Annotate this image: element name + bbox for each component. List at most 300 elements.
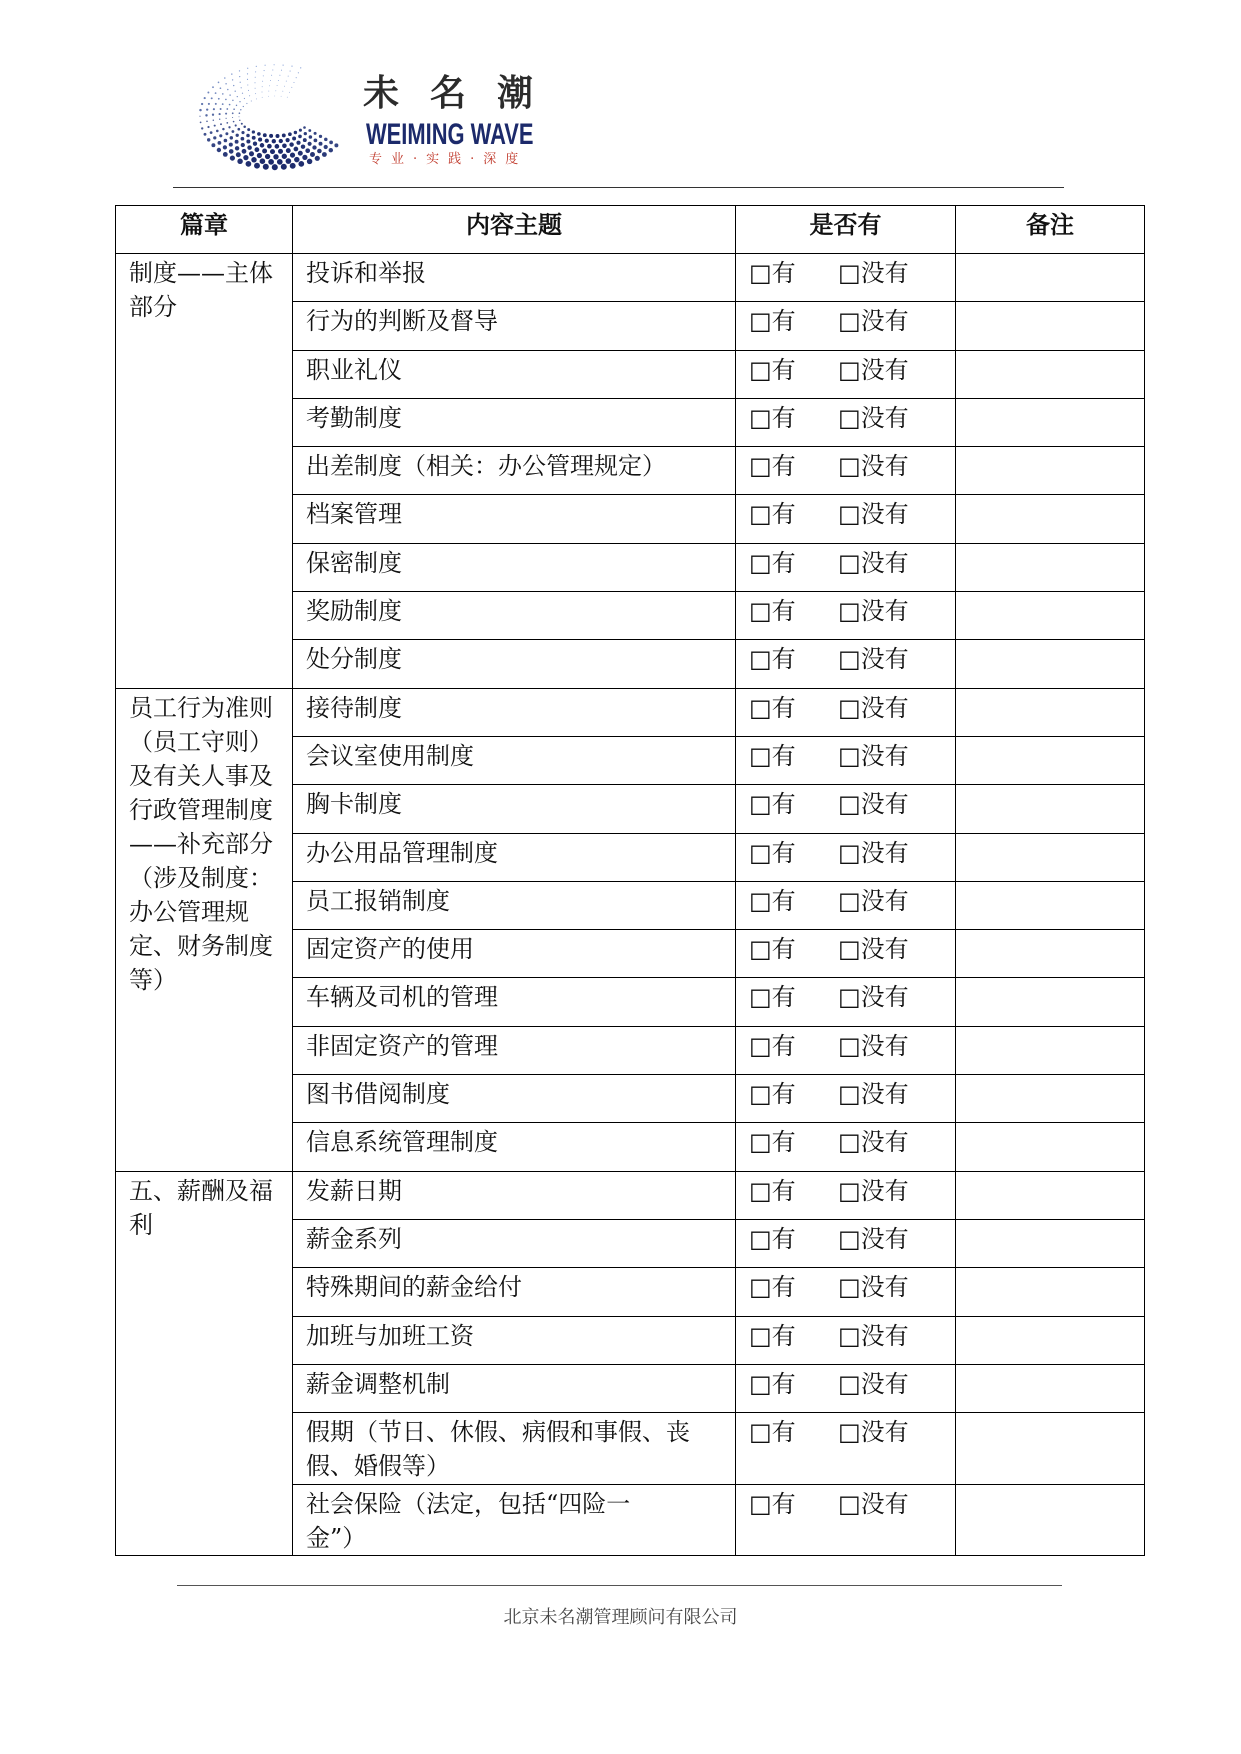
option-no-checkbox: □没有 — [838, 500, 909, 529]
logo-dot — [286, 138, 290, 142]
logo-dot — [205, 114, 207, 116]
logo-dot — [255, 147, 260, 152]
logo-dot — [222, 128, 224, 130]
topic-label: 奖励制度 — [306, 597, 402, 626]
option-yes-checkbox: □有 — [749, 307, 796, 336]
logo-dot — [286, 81, 287, 82]
logo-dot — [272, 139, 276, 143]
topic-label: 档案管理 — [306, 500, 402, 529]
logo-dot — [232, 100, 233, 101]
topic-label: 薪金系列 — [306, 1224, 402, 1253]
topic-cell — [293, 1484, 736, 1556]
logo-dot — [231, 73, 232, 74]
logo-dot — [231, 130, 234, 133]
logo-dot — [281, 70, 282, 71]
remarks-cell — [956, 1484, 1145, 1556]
logo-dot — [199, 116, 200, 117]
topic-label: 员工报销制度 — [306, 886, 450, 915]
topic-label: 非固定资产的管理 — [306, 1031, 498, 1060]
logo-dot — [272, 69, 273, 70]
logo-dot — [233, 121, 235, 123]
logo-dot — [256, 66, 257, 67]
remarks-cell — [956, 1364, 1145, 1412]
topic-cell — [293, 302, 736, 350]
logo-english-name: WEIMING WAVE — [366, 118, 534, 151]
logo-dot — [277, 159, 283, 165]
logo-dot — [329, 141, 333, 145]
option-yes-checkbox: □有 — [749, 548, 796, 577]
presence-cell — [736, 930, 956, 978]
header-divider — [173, 187, 1064, 188]
option-no-checkbox: □没有 — [838, 1321, 909, 1350]
wave-swirl-icon — [193, 62, 353, 174]
logo-dot — [262, 86, 263, 87]
logo-dot — [217, 148, 221, 152]
logo-dot — [279, 75, 280, 76]
option-yes-checkbox: □有 — [749, 1273, 796, 1302]
option-yes-checkbox: □有 — [749, 1489, 796, 1518]
logo-dot — [229, 143, 233, 147]
logo-dot — [291, 66, 292, 67]
topic-label: 处分制度 — [306, 645, 402, 674]
logo-dot — [237, 96, 238, 97]
topic-cell — [293, 1075, 736, 1123]
logo-dot — [200, 122, 202, 124]
logo-dot — [237, 159, 242, 164]
logo-dot — [233, 85, 234, 86]
logo-dot — [312, 145, 316, 149]
logo-dot — [247, 68, 248, 69]
logo-dot — [247, 128, 250, 131]
remarks-cell — [956, 1171, 1145, 1219]
logo-dot — [284, 86, 285, 87]
logo-dot — [269, 134, 273, 138]
logo-dot — [269, 85, 270, 86]
option-yes-checkbox: □有 — [749, 355, 796, 384]
topic-label: 接待制度 — [306, 693, 402, 722]
logo-dot — [225, 113, 227, 115]
topic-cell — [293, 398, 736, 446]
logo-dot — [298, 135, 302, 139]
column-header-chapter: 篇章 — [116, 206, 293, 254]
logo-dot — [282, 133, 286, 137]
logo-dot — [236, 134, 239, 137]
remarks-cell — [956, 350, 1145, 398]
logo-dot — [222, 103, 224, 105]
option-no-checkbox: □没有 — [838, 1418, 909, 1447]
logo-dot — [275, 90, 276, 91]
checklist-table — [115, 205, 1145, 1556]
logo-dot — [274, 96, 275, 97]
presence-cell — [736, 1316, 956, 1364]
logo-dot — [314, 132, 317, 135]
remarks-cell — [956, 254, 1145, 302]
logo-dot — [241, 137, 245, 141]
option-no-checkbox: □没有 — [838, 1176, 909, 1205]
logo-dot — [291, 87, 292, 88]
logo-dot — [224, 77, 226, 79]
logo-dot — [270, 149, 275, 154]
presence-cell — [736, 398, 956, 446]
logo-dot — [299, 129, 302, 132]
topic-label: 出差制度（相关：办公管理规定） — [306, 452, 666, 481]
logo-dot — [239, 112, 241, 114]
logo-dot — [212, 114, 214, 116]
logo-dot — [287, 97, 288, 98]
logo-dot — [277, 85, 278, 86]
topic-cell — [293, 1364, 736, 1412]
logo-dot — [236, 152, 241, 157]
presence-cell — [736, 1413, 956, 1485]
presence-cell — [736, 833, 956, 881]
remarks-cell — [956, 640, 1145, 688]
logo-dot — [199, 109, 201, 111]
logo-dot — [298, 151, 303, 156]
logo-dot — [309, 135, 313, 139]
logo-dot — [247, 73, 248, 74]
logo-dot — [304, 132, 307, 135]
logo-dot — [218, 98, 220, 100]
option-yes-checkbox: □有 — [749, 452, 796, 481]
logo-dot — [215, 92, 217, 94]
table-row — [116, 1171, 1145, 1219]
logo-dot — [252, 130, 255, 133]
logo-dot — [213, 136, 216, 139]
topic-cell — [293, 688, 736, 736]
option-yes-checkbox: □有 — [749, 597, 796, 626]
logo-dot — [247, 79, 248, 80]
logo-dot — [324, 145, 328, 149]
logo-dot — [298, 72, 299, 73]
topic-label: 固定资产的使用 — [306, 935, 474, 964]
logo-dot — [244, 98, 245, 99]
logo-dot — [288, 76, 289, 77]
logo-dot — [262, 92, 263, 93]
logo-dot — [220, 87, 222, 89]
option-no-checkbox: □没有 — [838, 403, 909, 432]
logo-dot — [206, 108, 208, 110]
topic-label: 考勤制度 — [306, 403, 402, 432]
option-no-checkbox: □没有 — [838, 693, 909, 722]
topic-cell — [293, 785, 736, 833]
logo-dot — [235, 146, 239, 150]
logo-dot — [242, 93, 243, 94]
option-yes-checkbox: □有 — [749, 935, 796, 964]
remarks-cell — [956, 833, 1145, 881]
logo-dot — [239, 116, 240, 117]
option-no-checkbox: □没有 — [838, 1273, 909, 1302]
logo-dot — [324, 138, 328, 142]
logo-dot — [281, 96, 282, 97]
topic-label: 图书借阅制度 — [306, 1080, 450, 1109]
logo-dot — [308, 142, 312, 146]
option-yes-checkbox: □有 — [749, 1176, 796, 1205]
logo-dot — [301, 144, 305, 148]
remarks-cell — [956, 785, 1145, 833]
logo-dot — [279, 139, 283, 143]
remarks-cell — [956, 1219, 1145, 1267]
topic-label: 加班与加班工资 — [306, 1321, 474, 1350]
presence-cell — [736, 350, 956, 398]
logo-dot — [254, 163, 260, 169]
logo-dot — [207, 138, 210, 141]
logo-dot — [272, 164, 278, 170]
option-yes-checkbox: □有 — [749, 838, 796, 867]
logo-dot — [252, 136, 256, 140]
logo-dot — [240, 82, 241, 83]
logo-dot — [219, 119, 220, 120]
remarks-cell — [956, 592, 1145, 640]
remarks-cell — [956, 1268, 1145, 1316]
topic-cell — [293, 1123, 736, 1171]
presence-cell — [736, 1123, 956, 1171]
logo-dot — [208, 103, 210, 105]
presence-cell — [736, 254, 956, 302]
topic-label: 保密制度 — [306, 548, 402, 577]
topic-label: 行为的判断及督导 — [306, 307, 498, 336]
presence-cell — [736, 302, 956, 350]
logo-dot — [278, 149, 283, 154]
topic-cell — [293, 930, 736, 978]
logo-dot — [239, 120, 240, 121]
chapter-label: 五、薪酬及福利 — [129, 1176, 273, 1239]
remarks-cell — [956, 398, 1145, 446]
option-yes-checkbox: □有 — [749, 983, 796, 1012]
option-yes-checkbox: □有 — [749, 1224, 796, 1253]
logo-dot — [223, 145, 227, 149]
logo-dot — [319, 142, 323, 146]
remarks-cell — [956, 543, 1145, 591]
logo-dot — [262, 81, 263, 82]
presence-cell — [736, 1364, 956, 1412]
logo-dot — [271, 75, 272, 76]
table-header-row — [116, 206, 1145, 254]
topic-cell — [293, 447, 736, 495]
logo-dot — [213, 119, 214, 120]
topic-cell — [293, 1026, 736, 1074]
option-no-checkbox: □没有 — [838, 886, 909, 915]
logo-dot — [235, 91, 236, 92]
option-yes-checkbox: □有 — [749, 1031, 796, 1060]
logo-dot — [224, 139, 228, 143]
topic-cell — [293, 543, 736, 591]
topic-label: 胸卡制度 — [306, 790, 402, 819]
footer-company-name: 北京未名潮管理顾问有限公司 — [503, 1607, 738, 1628]
remarks-cell — [956, 302, 1145, 350]
logo-dot — [296, 77, 297, 78]
logo-dot — [263, 164, 269, 170]
logo-dot — [298, 161, 304, 167]
presence-cell — [736, 1484, 956, 1556]
logo-dot — [276, 134, 280, 138]
topic-label: 信息系统管理制度 — [306, 1128, 498, 1157]
logo-dot — [255, 88, 256, 89]
logo-dot — [322, 152, 327, 157]
logo-dot — [300, 67, 301, 68]
option-no-checkbox: □没有 — [838, 1080, 909, 1109]
logo-dot — [246, 161, 252, 167]
table-row — [116, 688, 1145, 736]
column-header-topic: 内容主题 — [293, 206, 736, 254]
topic-label: 会议室使用制度 — [306, 741, 474, 770]
topic-cell — [293, 640, 736, 688]
topic-label: 社会保险（法定，包括“四险一金”） — [306, 1489, 631, 1552]
logo-dot — [305, 148, 310, 153]
topic-cell — [293, 495, 736, 543]
option-no-checkbox: □没有 — [838, 452, 909, 481]
footer-divider — [177, 1585, 1062, 1586]
logo-dot — [211, 97, 213, 99]
topic-cell — [293, 736, 736, 784]
presence-cell — [736, 640, 956, 688]
remarks-cell — [956, 1316, 1145, 1364]
logo-dot — [219, 113, 221, 115]
logo-dot — [240, 109, 241, 110]
logo-dot — [213, 108, 215, 110]
topic-label: 车辆及司机的管理 — [306, 983, 498, 1012]
logo-dot — [207, 126, 209, 128]
topic-cell — [293, 1413, 736, 1485]
logo-dot — [216, 130, 219, 133]
option-yes-checkbox: □有 — [749, 886, 796, 915]
logo-dot — [319, 135, 322, 138]
logo-dot — [248, 90, 249, 91]
logo-dot — [241, 123, 243, 125]
remarks-cell — [956, 688, 1145, 736]
presence-cell — [736, 592, 956, 640]
logo-dot — [282, 144, 287, 149]
logo-dot — [314, 139, 318, 143]
option-yes-checkbox: □有 — [749, 1080, 796, 1109]
topic-cell — [293, 592, 736, 640]
presence-cell — [736, 1219, 956, 1267]
logo-dot — [289, 142, 293, 146]
option-no-checkbox: □没有 — [838, 983, 909, 1012]
logo-dot — [268, 159, 274, 165]
logo-dot — [212, 86, 214, 88]
option-no-checkbox: □没有 — [838, 790, 909, 819]
logo-dot — [237, 128, 240, 131]
topic-label: 职业礼仪 — [306, 355, 402, 384]
column-header-presence: 是否有 — [736, 206, 956, 254]
logo-dot — [262, 97, 263, 98]
remarks-cell — [956, 978, 1145, 1026]
logo-dot — [294, 147, 299, 152]
logo-dot — [329, 148, 333, 152]
option-no-checkbox: □没有 — [838, 307, 909, 336]
logo-dot — [315, 156, 320, 161]
logo-chinese-name: 未名潮 — [363, 73, 565, 114]
logo-dot — [253, 142, 257, 146]
logo-dot — [290, 153, 295, 158]
logo-dot — [274, 64, 275, 65]
logo-dot — [226, 118, 227, 119]
presence-cell — [736, 785, 956, 833]
logo-dot — [236, 105, 237, 106]
logo-dot — [201, 103, 203, 105]
option-yes-checkbox: □有 — [749, 1418, 796, 1447]
topic-label: 特殊期间的薪金给付 — [306, 1273, 522, 1302]
topic-label: 假期（节日、休假、病假和事假、丧假、婚假等） — [306, 1418, 690, 1481]
logo-dot — [243, 126, 246, 129]
logo-dot — [251, 100, 252, 101]
logo-dot — [225, 83, 227, 85]
logo-dot — [288, 132, 292, 136]
logo-dot — [262, 149, 267, 154]
logo-dot — [247, 84, 248, 85]
logo-dot — [247, 145, 252, 150]
logo-dot — [303, 138, 307, 142]
logo-dot — [334, 143, 338, 147]
topic-cell — [293, 1316, 736, 1364]
logo-dot — [228, 126, 230, 128]
option-yes-checkbox: □有 — [749, 1369, 796, 1398]
chapter-cell — [116, 1171, 293, 1556]
logo-dot — [214, 125, 216, 127]
logo-dot — [225, 132, 228, 135]
logo-dot — [232, 79, 233, 80]
option-yes-checkbox: □有 — [749, 1321, 796, 1350]
chapter-label: 制度——主体部分 — [129, 259, 273, 321]
logo-dot — [233, 108, 235, 110]
chapter-cell — [116, 688, 293, 1171]
logo-dot — [218, 82, 220, 84]
logo-dot — [246, 134, 250, 138]
option-no-checkbox: □没有 — [838, 355, 909, 384]
logo-dot — [243, 106, 244, 107]
logo-dot — [249, 151, 254, 156]
presence-cell — [736, 1268, 956, 1316]
logo-dot — [239, 76, 240, 77]
logo-dot — [249, 95, 250, 96]
presence-cell — [736, 1171, 956, 1219]
topic-label: 投诉和举报 — [306, 259, 426, 287]
logo-dot — [246, 103, 247, 104]
logo-dot — [282, 91, 283, 92]
logo-dot — [265, 154, 270, 159]
logo-dot — [281, 164, 287, 170]
logo-dot — [282, 154, 287, 159]
option-no-checkbox: □没有 — [838, 259, 909, 287]
logo-dot — [230, 136, 233, 139]
logo-dot — [303, 126, 306, 129]
logo-dot — [206, 120, 208, 122]
logo-dot — [229, 94, 230, 95]
topic-cell — [293, 978, 736, 1026]
presence-cell — [736, 543, 956, 591]
logo-dot — [232, 117, 233, 118]
option-no-checkbox: □没有 — [838, 645, 909, 674]
option-no-checkbox: □没有 — [838, 935, 909, 964]
chapter-label: 员工行为准则（员工守则）及有关人事及行政管理制度——补充部分（涉及制度：办公管理规定、财务制度等） — [129, 693, 273, 994]
logo-dot — [218, 141, 222, 145]
logo-dot — [273, 154, 278, 159]
logo-dot — [220, 123, 222, 125]
logo-dot — [229, 149, 234, 154]
logo-dot — [223, 152, 228, 157]
presence-cell — [736, 736, 956, 784]
logo-dot — [265, 65, 266, 66]
option-no-checkbox: □没有 — [838, 1031, 909, 1060]
logo-dot — [204, 97, 206, 99]
topic-label: 发薪日期 — [306, 1176, 402, 1205]
remarks-cell — [956, 1026, 1145, 1074]
logo-dot — [241, 131, 244, 134]
presence-cell — [736, 978, 956, 1026]
topic-cell — [293, 254, 736, 302]
logo-dot — [256, 98, 257, 99]
option-yes-checkbox: □有 — [749, 1128, 796, 1157]
